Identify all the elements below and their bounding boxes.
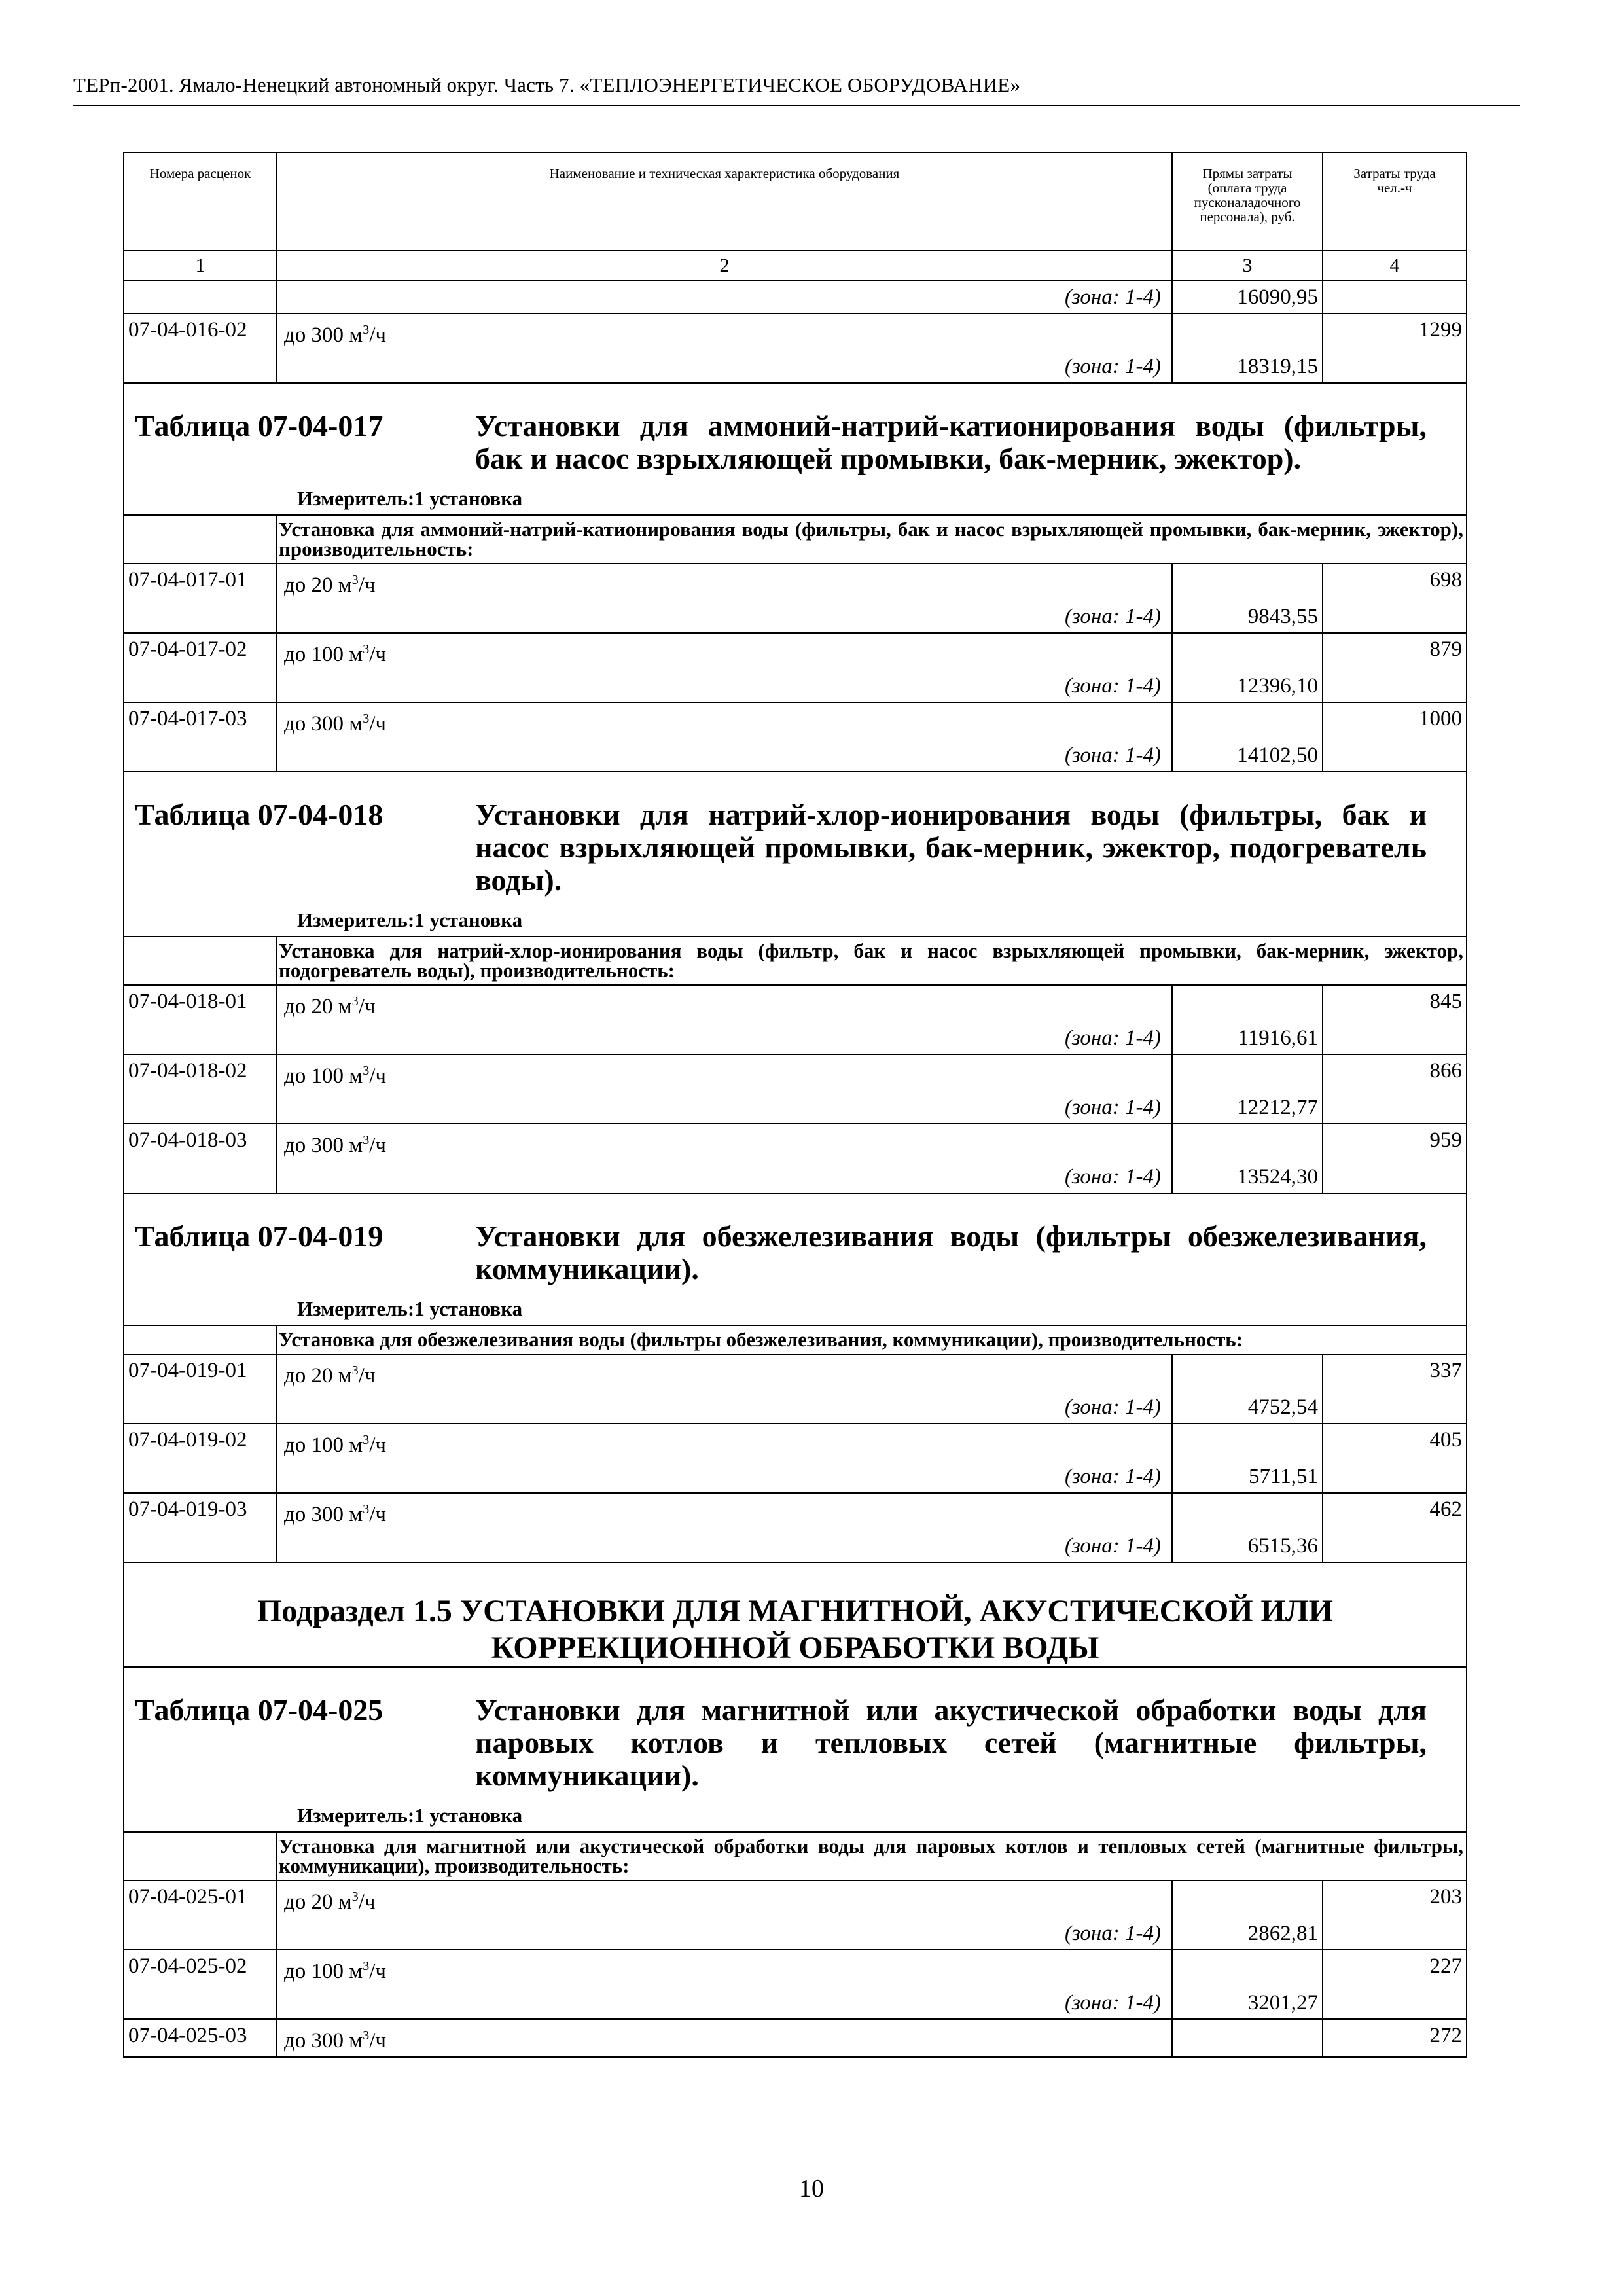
rate-row <box>124 1354 1467 1424</box>
direct-cost: 4752,54 <box>1172 1354 1323 1424</box>
labor-cost: 203 <box>1323 1880 1467 1950</box>
zone-label: (зона: 1-4) <box>1064 1922 1161 1945</box>
rates-table <box>123 152 1467 2058</box>
table-title-row <box>124 1193 1467 1325</box>
zone-label: (зона: 1-4) <box>1064 674 1161 698</box>
table-title-row <box>124 1667 1467 1832</box>
table-title <box>135 798 1427 897</box>
table-meter: Измеритель:1 установка <box>297 1297 523 1320</box>
rate-capacity: до 300 $м^3/ч$ <box>284 2028 386 2053</box>
group-row <box>124 937 1467 985</box>
rate-code: 07-04-017-01 <box>124 564 277 633</box>
rate-capacity: до 20 $м^3/ч$ <box>284 1890 376 1914</box>
col-number: 3 <box>1172 251 1323 281</box>
rate-code: 07-04-025-01 <box>124 1880 277 1950</box>
rate-code: 07-04-016-02 <box>124 314 277 383</box>
direct-cost: 11916,61 <box>1172 985 1323 1054</box>
rate-capacity: до 100 $м^3/ч$ <box>284 1959 386 1983</box>
direct-cost: 12396,10 <box>1172 633 1323 702</box>
labor-cost: 698 <box>1323 564 1467 633</box>
rate-row <box>124 633 1467 702</box>
group-row <box>124 515 1467 564</box>
zone-label: (зона: 1-4) <box>1064 285 1161 309</box>
table-title <box>135 1694 1427 1792</box>
rate-row <box>124 702 1467 772</box>
column-number-row <box>124 251 1467 281</box>
table-label: Таблица 07-04-018 <box>135 798 383 831</box>
rate-row <box>124 1054 1467 1124</box>
labor-cost: 462 <box>1323 1493 1467 1562</box>
labor-cost: 272 <box>1323 2019 1467 2057</box>
rate-capacity: до 100 $м^3/ч$ <box>284 1064 386 1088</box>
table-label: Таблица 07-04-017 <box>135 409 383 442</box>
zone-label: (зона: 1-4) <box>1064 1395 1161 1419</box>
running-header: ТЕРп-2001. Ямало-Ненецкий автономный округ. Часть 7. «ТЕПЛОЭНЕРГЕТИЧЕСКОЕ ОБОРУДОВАНИЕ» <box>73 73 1021 96</box>
col-header-labor: Затраты труда чел.-ч <box>1323 152 1467 251</box>
column-header-row <box>124 152 1467 251</box>
group-description: Установка для натрий-хлор-ионирования воды (фильтр, бак и насос взрыхляющей промывки, бак-мерник, эжектор, подогреватель воды), производительность: <box>277 937 1467 985</box>
labor-cost: 866 <box>1323 1054 1467 1124</box>
rate-code: 07-04-019-02 <box>124 1424 277 1493</box>
table-title <box>135 410 1427 475</box>
rate-row <box>124 1493 1467 1562</box>
rate-code: 07-04-017-02 <box>124 633 277 702</box>
table-label: Таблица 07-04-019 <box>135 1219 383 1253</box>
col-number: 2 <box>277 251 1172 281</box>
group-description: Установка для магнитной или акустической обработки воды для паровых котлов и тепловых сетей (магнитные фильтры, коммуникации), производительность: <box>277 1832 1467 1880</box>
direct-cost <box>1172 2019 1323 2057</box>
rate-capacity: до 20 $м^3/ч$ <box>284 994 376 1018</box>
labor-cost: 959 <box>1323 1124 1467 1193</box>
labor-cost: 879 <box>1323 633 1467 702</box>
rate-code: 07-04-025-03 <box>124 2019 277 2057</box>
direct-cost: 16090,95 <box>1172 281 1323 314</box>
zone-label: (зона: 1-4) <box>1064 1026 1161 1050</box>
labor-cost: 845 <box>1323 985 1467 1054</box>
direct-cost: 12212,77 <box>1172 1054 1323 1124</box>
rate-code: 07-04-018-01 <box>124 985 277 1054</box>
col-number: 4 <box>1323 251 1467 281</box>
direct-cost: 13524,30 <box>1172 1124 1323 1193</box>
subsection-heading: Подраздел 1.5 УСТАНОВКИ ДЛЯ МАГНИТНОЙ, АКУСТИЧЕСКОЙ ИЛИ КОРРЕКЦИОННОЙ ОБРАБОТКИ ВОДЫ <box>124 1562 1467 1667</box>
table-title-row <box>124 772 1467 937</box>
direct-cost: 18319,15 <box>1172 314 1323 383</box>
rate-capacity: до 20 $м^3/ч$ <box>284 573 376 597</box>
rate-capacity: до 300 $м^3/ч$ <box>284 1502 386 1526</box>
zone-label: (зона: 1-4) <box>1064 1991 1161 2015</box>
col-header-direct-cost: Прямы затраты (оплата труда пусконаладочного персонала), руб. <box>1172 152 1323 251</box>
direct-cost: 2862,81 <box>1172 1880 1323 1950</box>
rate-row <box>124 985 1467 1054</box>
rate-code: 07-04-019-01 <box>124 1354 277 1424</box>
group-row <box>124 1325 1467 1354</box>
zone-label: (зона: 1-4) <box>1064 1165 1161 1189</box>
rate-capacity: до 300 $м^3/ч$ <box>284 1133 386 1157</box>
rate-row <box>124 564 1467 633</box>
labor-cost: 1299 <box>1323 314 1467 383</box>
table-description: Установки для натрий-хлор-ионирования воды (фильтры, бак и насос взрыхляющей промывки, бак-мерник, эжектор, подогреватель воды). <box>475 798 1427 897</box>
rate-code: 07-04-019-03 <box>124 1493 277 1562</box>
zone-label: (зона: 1-4) <box>1064 744 1161 767</box>
carry-over-row <box>124 281 1467 314</box>
table-title <box>135 1220 1427 1285</box>
labor-cost: 1000 <box>1323 702 1467 772</box>
table-description: Установки для магнитной или акустической обработки воды для паровых котлов и тепловых сетей (магнитные фильтры, коммуникации). <box>475 1693 1427 1792</box>
direct-cost: 3201,27 <box>1172 1950 1323 2019</box>
direct-cost: 6515,36 <box>1172 1493 1323 1562</box>
zone-label: (зона: 1-4) <box>1064 605 1161 628</box>
labor-cost: 227 <box>1323 1950 1467 2019</box>
direct-cost: 9843,55 <box>1172 564 1323 633</box>
rate-capacity: до 300 $м^3/ч$ <box>284 323 386 347</box>
table-title-row <box>124 383 1467 515</box>
table-meter: Измеритель:1 установка <box>297 487 523 510</box>
rate-row <box>124 1424 1467 1493</box>
rate-row <box>124 314 1467 383</box>
rate-code: 07-04-025-02 <box>124 1950 277 2019</box>
rate-code: 07-04-018-03 <box>124 1124 277 1193</box>
col-header-codes: Номера расценок <box>124 152 277 251</box>
zone-label: (зона: 1-4) <box>1064 1096 1161 1119</box>
table-description: Установки для обезжелезивания воды (фильтры обезжелезивания, коммуникации). <box>475 1219 1427 1285</box>
rate-row <box>124 1950 1467 2019</box>
table-label: Таблица 07-04-025 <box>135 1693 383 1727</box>
direct-cost: 5711,51 <box>1172 1424 1323 1493</box>
rate-code: 07-04-017-03 <box>124 702 277 772</box>
direct-cost: 14102,50 <box>1172 702 1323 772</box>
subsection-row <box>124 1562 1467 1667</box>
labor-cost: 405 <box>1323 1424 1467 1493</box>
table-meter: Измеритель:1 установка <box>297 1804 523 1827</box>
zone-label: (зона: 1-4) <box>1064 355 1161 378</box>
col-header-name: Наименование и техническая характеристика оборудования <box>277 152 1172 251</box>
rate-capacity: до 100 $м^3/ч$ <box>284 1433 386 1457</box>
rate-row <box>124 2019 1467 2057</box>
rate-capacity: до 100 $м^3/ч$ <box>284 642 386 666</box>
group-description: Установка для обезжелезивания воды (фильтры обезжелезивания, коммуникации), производительность: <box>277 1325 1467 1354</box>
rate-capacity: до 20 $м^3/ч$ <box>284 1363 376 1388</box>
group-row <box>124 1832 1467 1880</box>
table-description: Установки для аммоний-натрий-катионирования воды (фильтры, бак и насос взрыхляющей промывки, бак-мерник, эжектор). <box>475 409 1427 475</box>
rate-capacity: до 300 $м^3/ч$ <box>284 711 386 736</box>
col-number: 1 <box>124 251 277 281</box>
zone-label: (зона: 1-4) <box>1064 1465 1161 1488</box>
labor-cost: 337 <box>1323 1354 1467 1424</box>
rate-row <box>124 1880 1467 1950</box>
zone-label: (зона: 1-4) <box>1064 1534 1161 1558</box>
header-rule <box>73 105 1520 106</box>
group-description: Установка для аммоний-натрий-катионирования воды (фильтры, бак и насос взрыхляющей промывки, бак-мерник, эжектор), производительность: <box>277 515 1467 564</box>
rate-code: 07-04-018-02 <box>124 1054 277 1124</box>
table-meter: Измеритель:1 установка <box>297 908 523 931</box>
page-number: 10 <box>799 2175 824 2202</box>
rate-row <box>124 1124 1467 1193</box>
